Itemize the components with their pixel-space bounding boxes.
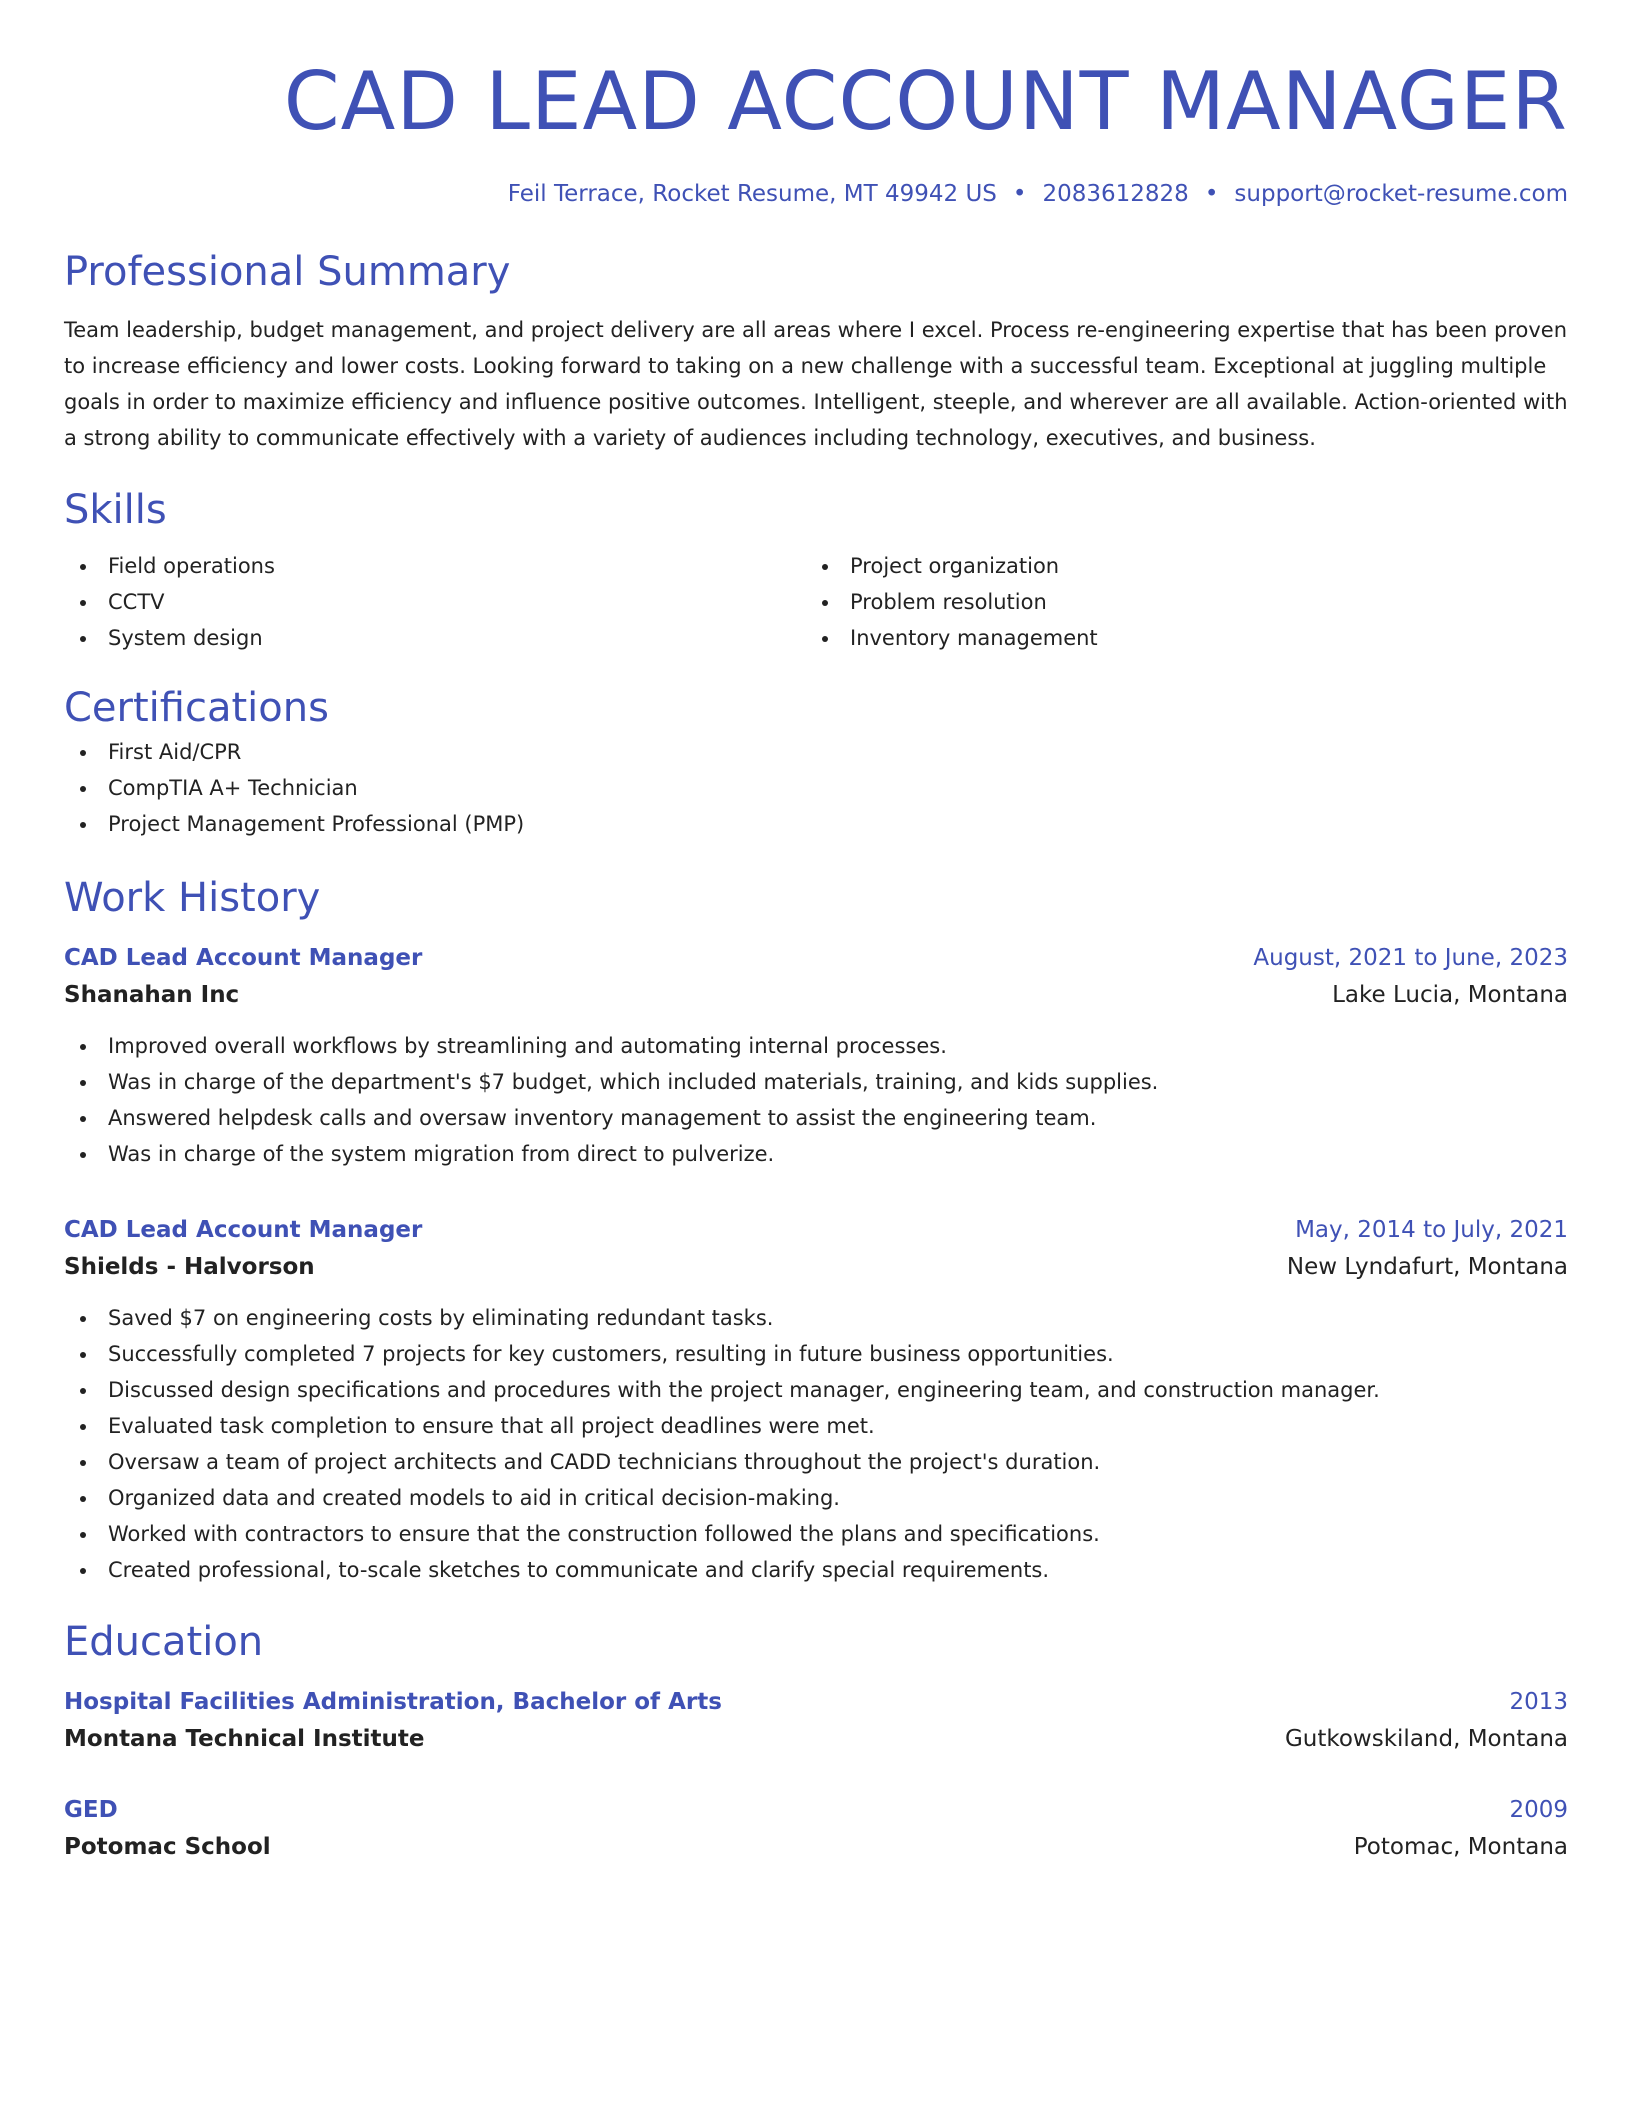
education-entry — [64, 1792, 1568, 1866]
skill-item: Inventory management — [806, 620, 1548, 656]
job-bullet: Saved $7 on engineering costs by eliminating redundant tasks. — [64, 1300, 1568, 1336]
education-location: Gutkowskiland, Montana — [1284, 1726, 1568, 1752]
candidate-name: CAD LEAD ACCOUNT MANAGER — [283, 55, 1568, 148]
education-year: 2013 — [1509, 1689, 1568, 1715]
summary-section — [64, 246, 1568, 456]
job-bullet: Improved overall workflows by streamlining and automating internal processes. — [64, 1028, 1568, 1064]
certifications-list — [64, 734, 1568, 842]
job-company: Shields - Halvorson — [64, 1254, 315, 1280]
education-school-row — [64, 1828, 1568, 1866]
job-location: New Lyndafurt, Montana — [1286, 1254, 1568, 1280]
job-dates: August, 2021 to June, 2023 — [1253, 945, 1568, 971]
skill-item: Field operations — [64, 548, 806, 584]
education-entry — [64, 1684, 1568, 1758]
job-bullet: Oversaw a team of project architects and CADD technicians throughout the project's duration. — [64, 1444, 1568, 1480]
section-title-skills: Skills — [64, 487, 167, 533]
skills-list-left — [64, 548, 806, 656]
section-title-summary: Professional Summary — [64, 249, 511, 295]
job-bullet: Organized data and created models to aid in critical decision-making. — [64, 1480, 1568, 1516]
contact-address: Feil Terrace, Rocket Resume, MT 49942 US — [507, 181, 997, 207]
contact-email: support@rocket-resume.com — [1234, 181, 1568, 207]
job-title: CAD Lead Account Manager — [64, 945, 423, 971]
contact-line — [64, 178, 1568, 210]
skill-item: Problem resolution — [806, 584, 1548, 620]
skills-list-right — [806, 548, 1548, 656]
job-bullet: Was in charge of the system migration from direct to pulverize. — [64, 1136, 1568, 1172]
education-degree: GED — [64, 1797, 118, 1823]
skills-column-left — [64, 548, 806, 656]
skill-item: Project organization — [806, 548, 1548, 584]
education-section — [64, 1616, 1568, 1866]
job-entry — [64, 940, 1568, 1172]
education-school: Potomac School — [64, 1834, 271, 1860]
education-school-row — [64, 1720, 1568, 1758]
summary-text: Team leadership, budget management, and project delivery are all areas where I excel. Process re-engineering expertise that has been proven to increase efficiency and lower costs. Looking forward to taking on a new challenge with a successful team. Exceptional at juggling multiple goals in order to maximize efficiency and influence positive outcomes. Intelligent, steeple, and wherever are all available. Action-oriented with a strong ability to communicate effectively with a variety of audiences including technology, executives, and business. — [64, 318, 1568, 450]
job-bullet: Was in charge of the department's $7 budget, which included materials, training, and kids supplies. — [64, 1064, 1568, 1100]
contact-separator: • — [1204, 181, 1219, 207]
job-bullet: Evaluated task completion to ensure that all project deadlines were met. — [64, 1408, 1568, 1444]
skills-column-right — [806, 548, 1548, 656]
certification-item: Project Management Professional (PMP) — [64, 806, 1568, 842]
skill-item: CCTV — [64, 584, 806, 620]
certification-item: CompTIA A+ Technician — [64, 770, 1568, 806]
section-title-certifications: Certifications — [64, 685, 329, 731]
contact-separator: • — [1012, 181, 1027, 207]
job-entry — [64, 1212, 1568, 1588]
job-bullet: Successfully completed 7 projects for key customers, resulting in future business opportunities. — [64, 1336, 1568, 1372]
job-bullet: Discussed design specifications and procedures with the project manager, engineering team, and construction manager. — [64, 1372, 1568, 1408]
education-location: Potomac, Montana — [1353, 1834, 1568, 1860]
job-bullet: Created professional, to-scale sketches to communicate and clarify special requirements. — [64, 1552, 1568, 1588]
skill-item: System design — [64, 620, 806, 656]
job-bullets — [64, 1028, 1568, 1172]
education-degree: Hospital Facilities Administration, Bachelor of Arts — [64, 1689, 722, 1715]
education-school: Montana Technical Institute — [64, 1726, 425, 1752]
job-header-row — [64, 940, 1568, 976]
certification-item: First Aid/CPR — [64, 734, 1568, 770]
work-history-section — [64, 872, 1568, 1588]
job-dates: May, 2014 to July, 2021 — [1295, 1217, 1568, 1243]
job-location: Lake Lucia, Montana — [1332, 982, 1568, 1008]
contact-phone: 2083612828 — [1042, 181, 1189, 207]
job-bullet: Answered helpdesk calls and oversaw inventory management to assist the engineering team. — [64, 1100, 1568, 1136]
job-company: Shanahan Inc — [64, 982, 240, 1008]
education-header-row — [64, 1684, 1568, 1720]
section-title-work-history: Work History — [64, 875, 321, 921]
education-year: 2009 — [1509, 1797, 1568, 1823]
section-title-education: Education — [64, 1619, 264, 1665]
job-company-row — [64, 976, 1568, 1014]
resume-page — [64, 0, 1568, 1866]
job-company-row — [64, 1248, 1568, 1286]
resume-header — [64, 54, 1568, 210]
job-title: CAD Lead Account Manager — [64, 1217, 423, 1243]
job-header-row — [64, 1212, 1568, 1248]
job-bullets — [64, 1300, 1568, 1588]
certifications-section — [64, 682, 1568, 842]
skills-section — [64, 484, 1568, 656]
skills-grid — [64, 548, 1568, 656]
job-bullet: Worked with contractors to ensure that the construction followed the plans and specifications. — [64, 1516, 1568, 1552]
education-header-row — [64, 1792, 1568, 1828]
